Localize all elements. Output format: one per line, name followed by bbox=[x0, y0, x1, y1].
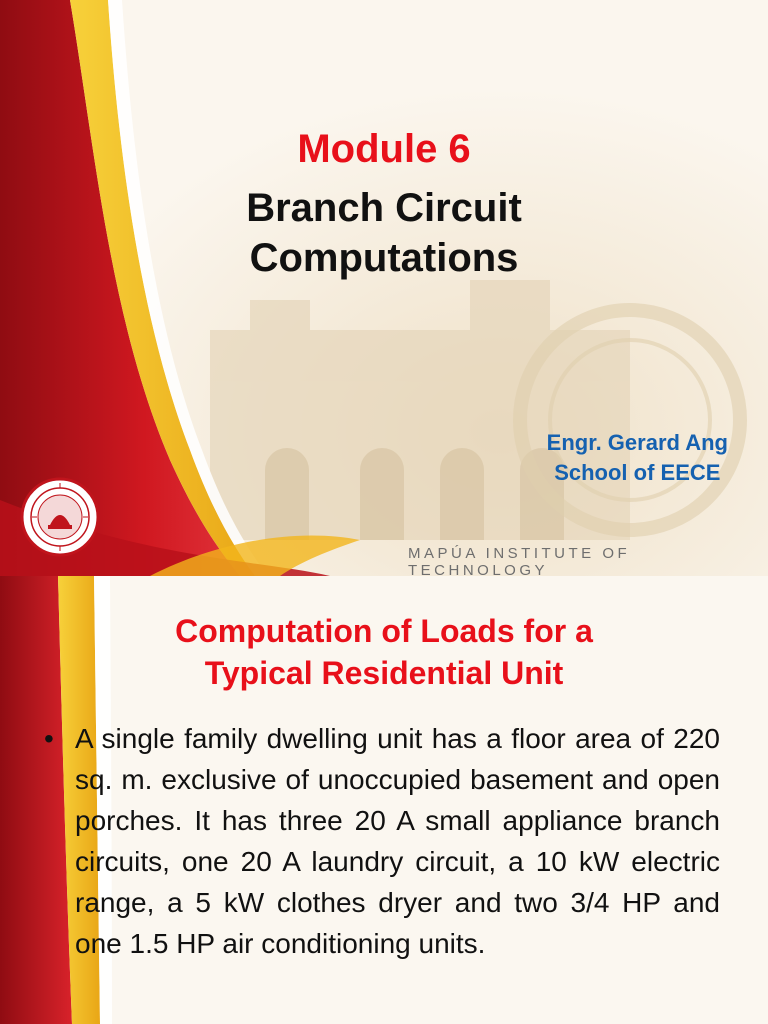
subtitle-line-2: Computations bbox=[249, 236, 519, 280]
author-school: School of EECE bbox=[554, 460, 721, 485]
institute-seal-icon bbox=[20, 477, 100, 557]
author-name: Engr. Gerard Ang bbox=[546, 430, 728, 455]
bullet-text: A single family dwelling unit has a floor area of 220 sq. m. exclusive of unoccupied basement and open porches. It has three 20 A small appliance branch circuits, one 20 A laundry circuit, a 10 kW electric range, a 5 kW clothes dryer and two 3/4 HP and one 1.5 HP air conditioning units. bbox=[75, 723, 720, 959]
slide-subtitle bbox=[0, 183, 768, 283]
heading-line-1: Computation of Loads for a bbox=[175, 613, 593, 649]
content-slide bbox=[0, 576, 768, 1024]
bullet-marker: • bbox=[44, 723, 54, 754]
institute-brand-text: MAPÚA INSTITUTE OF TECHNOLOGY bbox=[408, 545, 631, 576]
module-title: Module 6 bbox=[297, 127, 471, 171]
bullet-item bbox=[44, 718, 720, 964]
subtitle-line-1: Branch Circuit bbox=[246, 186, 522, 230]
heading-line-2: Typical Residential Unit bbox=[204, 655, 564, 691]
author-block bbox=[547, 428, 728, 488]
slide-heading bbox=[0, 610, 768, 694]
